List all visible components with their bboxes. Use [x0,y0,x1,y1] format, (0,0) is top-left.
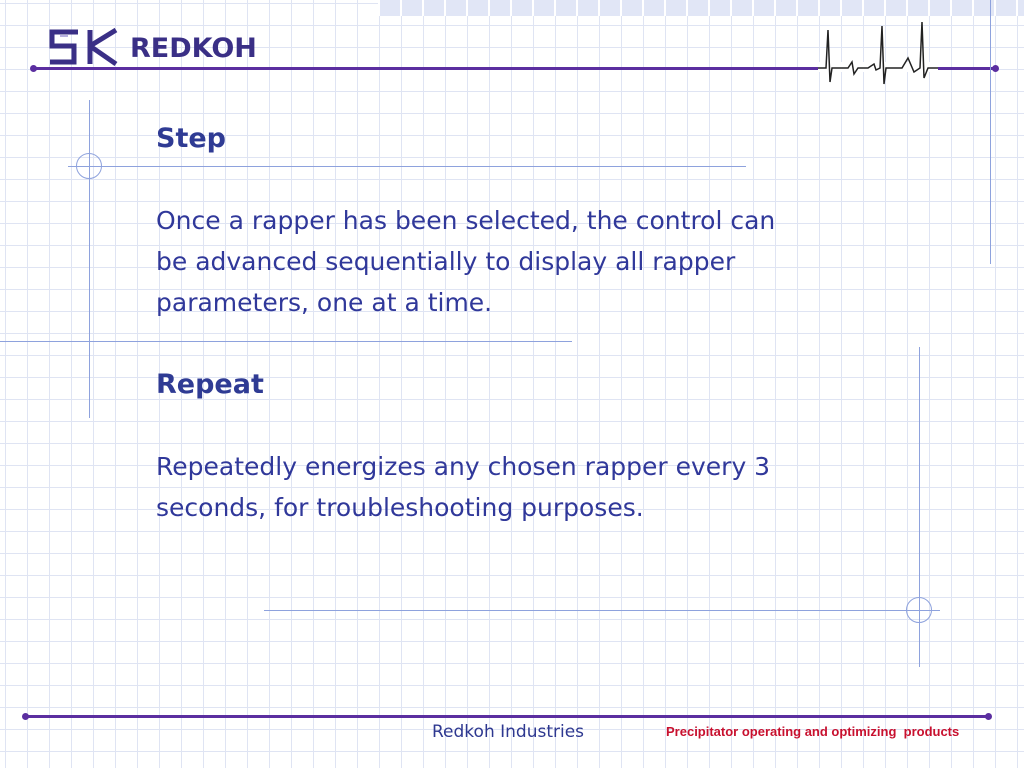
footer-company: Redkoh Industries [432,722,585,742]
guide-line-h3 [264,610,940,611]
slide-content [156,118,796,528]
guide-line-v1 [89,100,90,418]
ecg-pulse-icon [818,18,938,88]
guide-circle-1 [76,153,102,179]
footer-rule [26,715,990,718]
section-heading-step: Step [156,123,226,154]
header-grid-strip [378,0,1024,16]
guide-line-v2 [990,0,991,264]
header-rule-dot-left [30,65,37,72]
header-rule-dot-right [992,65,999,72]
section-body-step: Once a rapper has been selected, the control can be advanced sequentially to display all rapper parameters, one at a time. [156,206,776,317]
section-body-repeat: Repeatedly energizes any chosen rapper every 3 seconds, for troubleshooting purposes. [156,452,771,522]
section-heading-repeat: Repeat [156,369,264,400]
brand-name: REDKOH [130,33,257,64]
footer-tagline: Precipitator operating and optimizing products [666,724,960,739]
footer-rule-dot-left [22,713,29,720]
footer-rule-dot-right [985,713,992,720]
guide-circle-2 [906,597,932,623]
